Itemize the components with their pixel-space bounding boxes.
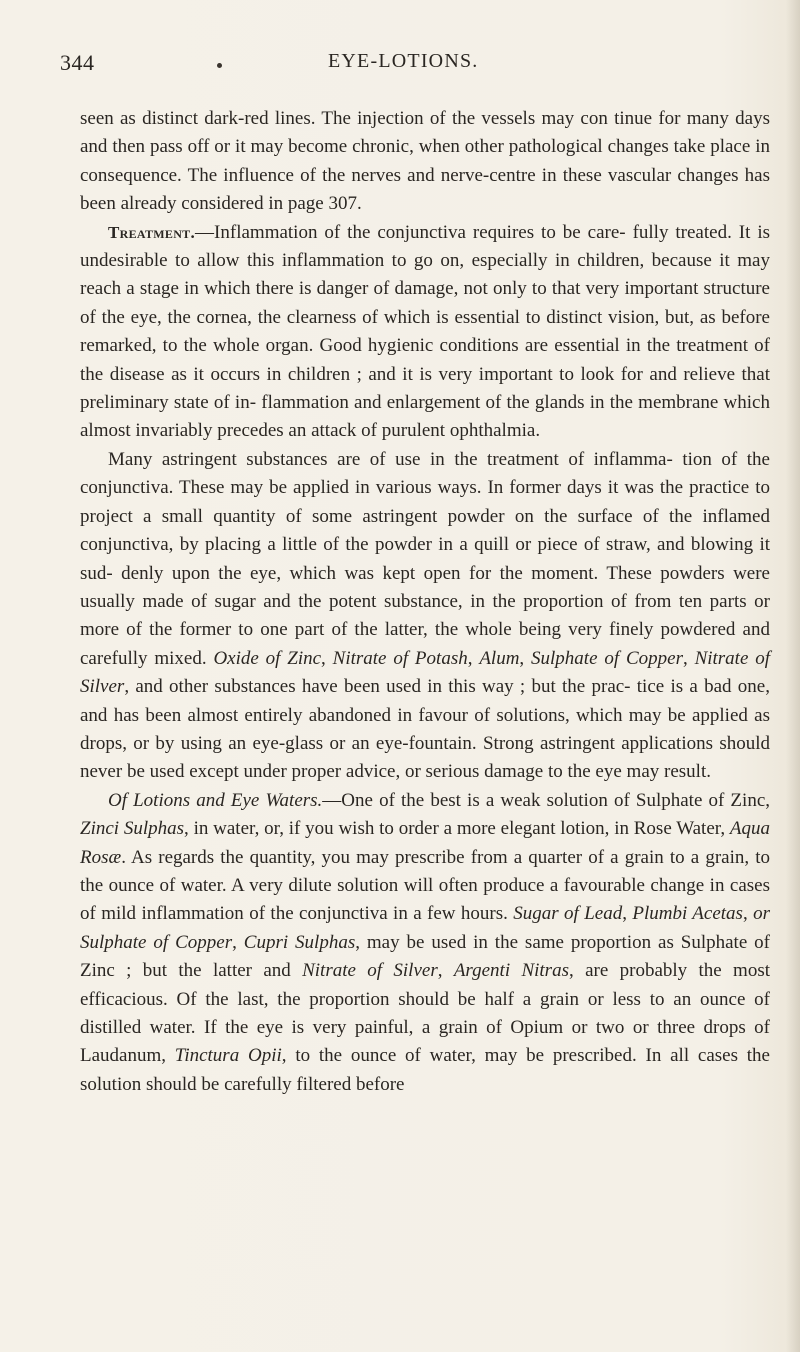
header-separator-dot — [217, 63, 222, 68]
term-tinctura-opii: Tinctura Opii — [174, 1045, 282, 1067]
lotions-sep-3: , — [232, 931, 244, 953]
lotions-heading: Of Lotions and Eye Waters. — [108, 789, 323, 811]
lotions-sep-2: , — [742, 903, 754, 925]
paragraph-lotions — [80, 787, 770, 1099]
treatment-text: —Inflammation of the conjunctiva requires to be care- fully treated. It is undesirable to allow this inflammation to go on, especially in children, because it may reach a stage in which there is danger of damage, not only to that very important structure of the eye, the cornea, the clearness of which is essential to distinct vision, but, as before remarked, to the whole organ. Good hygienic conditions are essential in the treatment of the disease as it occurs in children ; and it is very important to look for and relieve that preliminary state of in- flammation and enlargement of the glands in the membrane which almost invariably precedes an attack of purulent ophthalmia. — [80, 221, 770, 442]
astringents-text-1: Many astringent substances are of use in the treatment of inflamma- tion of the conjunctiva. These may be applied in various ways. In former days it was the practice to project a small quantity of some astringent powder on the surface of the inflamed conjunctiva, by placing a little of the powder in a quill or piece of straw, and blowing it sud- denly upon the eye, which was kept open for the moment. These powders were usually made of sugar and the potent substance, in the proportion of from ten parts or more of the former to one part of the latter, the whole being very finely powdered and carefully mixed. — [80, 448, 770, 669]
lotions-text-4: , may be used in the same proportion as Sulphate of Zinc ; but the latter and — [80, 931, 770, 982]
paragraph-1-text: seen as distinct dark-red lines. The injection of the vessels may con tinue for many days and then pass off or it may become chronic, when other pathological changes take place in consequence. The influence of the nerves and nerve-centre in these vascular changes has been already considered in page 307. — [80, 108, 770, 215]
term-nitrate-of-silver-2: Nitrate of Silver — [302, 960, 438, 982]
lotions-text-5: , are probably the most efficacious. Of the last, the proportion should be half a grain or less to an ounce of distilled water. If the eye is very painful, a grain of Opium or two or three drops of Laudanum, — [80, 960, 770, 1067]
term-argenti-nitras: Argenti Nitras — [453, 960, 569, 982]
term-alum: Alum — [479, 647, 520, 669]
term-zinci-sulphas: Zinci Sulphas — [80, 818, 185, 840]
running-head — [60, 50, 760, 86]
term-sulphate-of-copper-2: or Sulphate of Copper — [80, 903, 770, 953]
term-nitrate-of-silver: Nitrate of Silver — [80, 647, 771, 698]
term-nitrate-of-potash: Nitrate of Potash — [332, 647, 468, 669]
term-sugar-of-lead: Sugar of Lead — [513, 903, 623, 925]
paragraph-1 — [80, 105, 770, 219]
astringents-sep-4: , — [682, 647, 695, 669]
astringents-text-2: , and other substances have been used in this way ; but the prac- tice is a bad one, and has been almost entirely abandoned in favour of solutions, which may be applied as drops, or by using an eye-glass or an eye-fountain. Strong astringent applications should never be used except under proper advice, or serious damage to the eye may result. — [80, 676, 770, 783]
term-aqua-rosae: Aqua Rosæ — [80, 818, 770, 868]
lotions-sep-4: , — [437, 960, 454, 982]
page-number: 344 — [60, 50, 95, 75]
term-cupri-sulphas: Cupri Sulphas — [243, 931, 356, 953]
astringents-sep-1: , — [321, 647, 333, 669]
lotions-text-6: , to the ounce of water, may be prescribed. In all cases the solution should be carefully filtered before — [80, 1045, 770, 1095]
paragraph-treatment — [80, 219, 770, 446]
body-text — [80, 105, 770, 1099]
term-oxide-of-zinc: Oxide of Zinc — [213, 647, 322, 669]
treatment-heading: Treatment. — [108, 222, 196, 242]
astringents-sep-3: , — [519, 647, 532, 669]
paragraph-astringents — [80, 446, 770, 787]
lotions-text-3: . As regards the quantity, you may prescribe from a quarter of a grain to a grain, to the ounce of water. A very dilute solution will often produce a favourable change in cases of mild inflammation of the conjunctiva in a few hours. — [80, 846, 770, 925]
lotions-text-1: —One of the best is a weak solution of Sulphate of Zinc, — [322, 789, 771, 811]
term-plumbi-acetas: Plumbi Acetas — [632, 903, 743, 925]
term-sulphate-of-copper: Sulphate of Copper — [531, 647, 683, 669]
lotions-sep-1: , — [622, 903, 633, 925]
page-edge-shadow — [786, 0, 800, 1352]
lotions-text-2: , in water, or, if you wish to order a more elegant lotion, in Rose Water, — [184, 818, 730, 840]
running-title: EYE-LOTIONS. — [328, 50, 479, 72]
astringents-sep-2: , — [467, 647, 480, 669]
